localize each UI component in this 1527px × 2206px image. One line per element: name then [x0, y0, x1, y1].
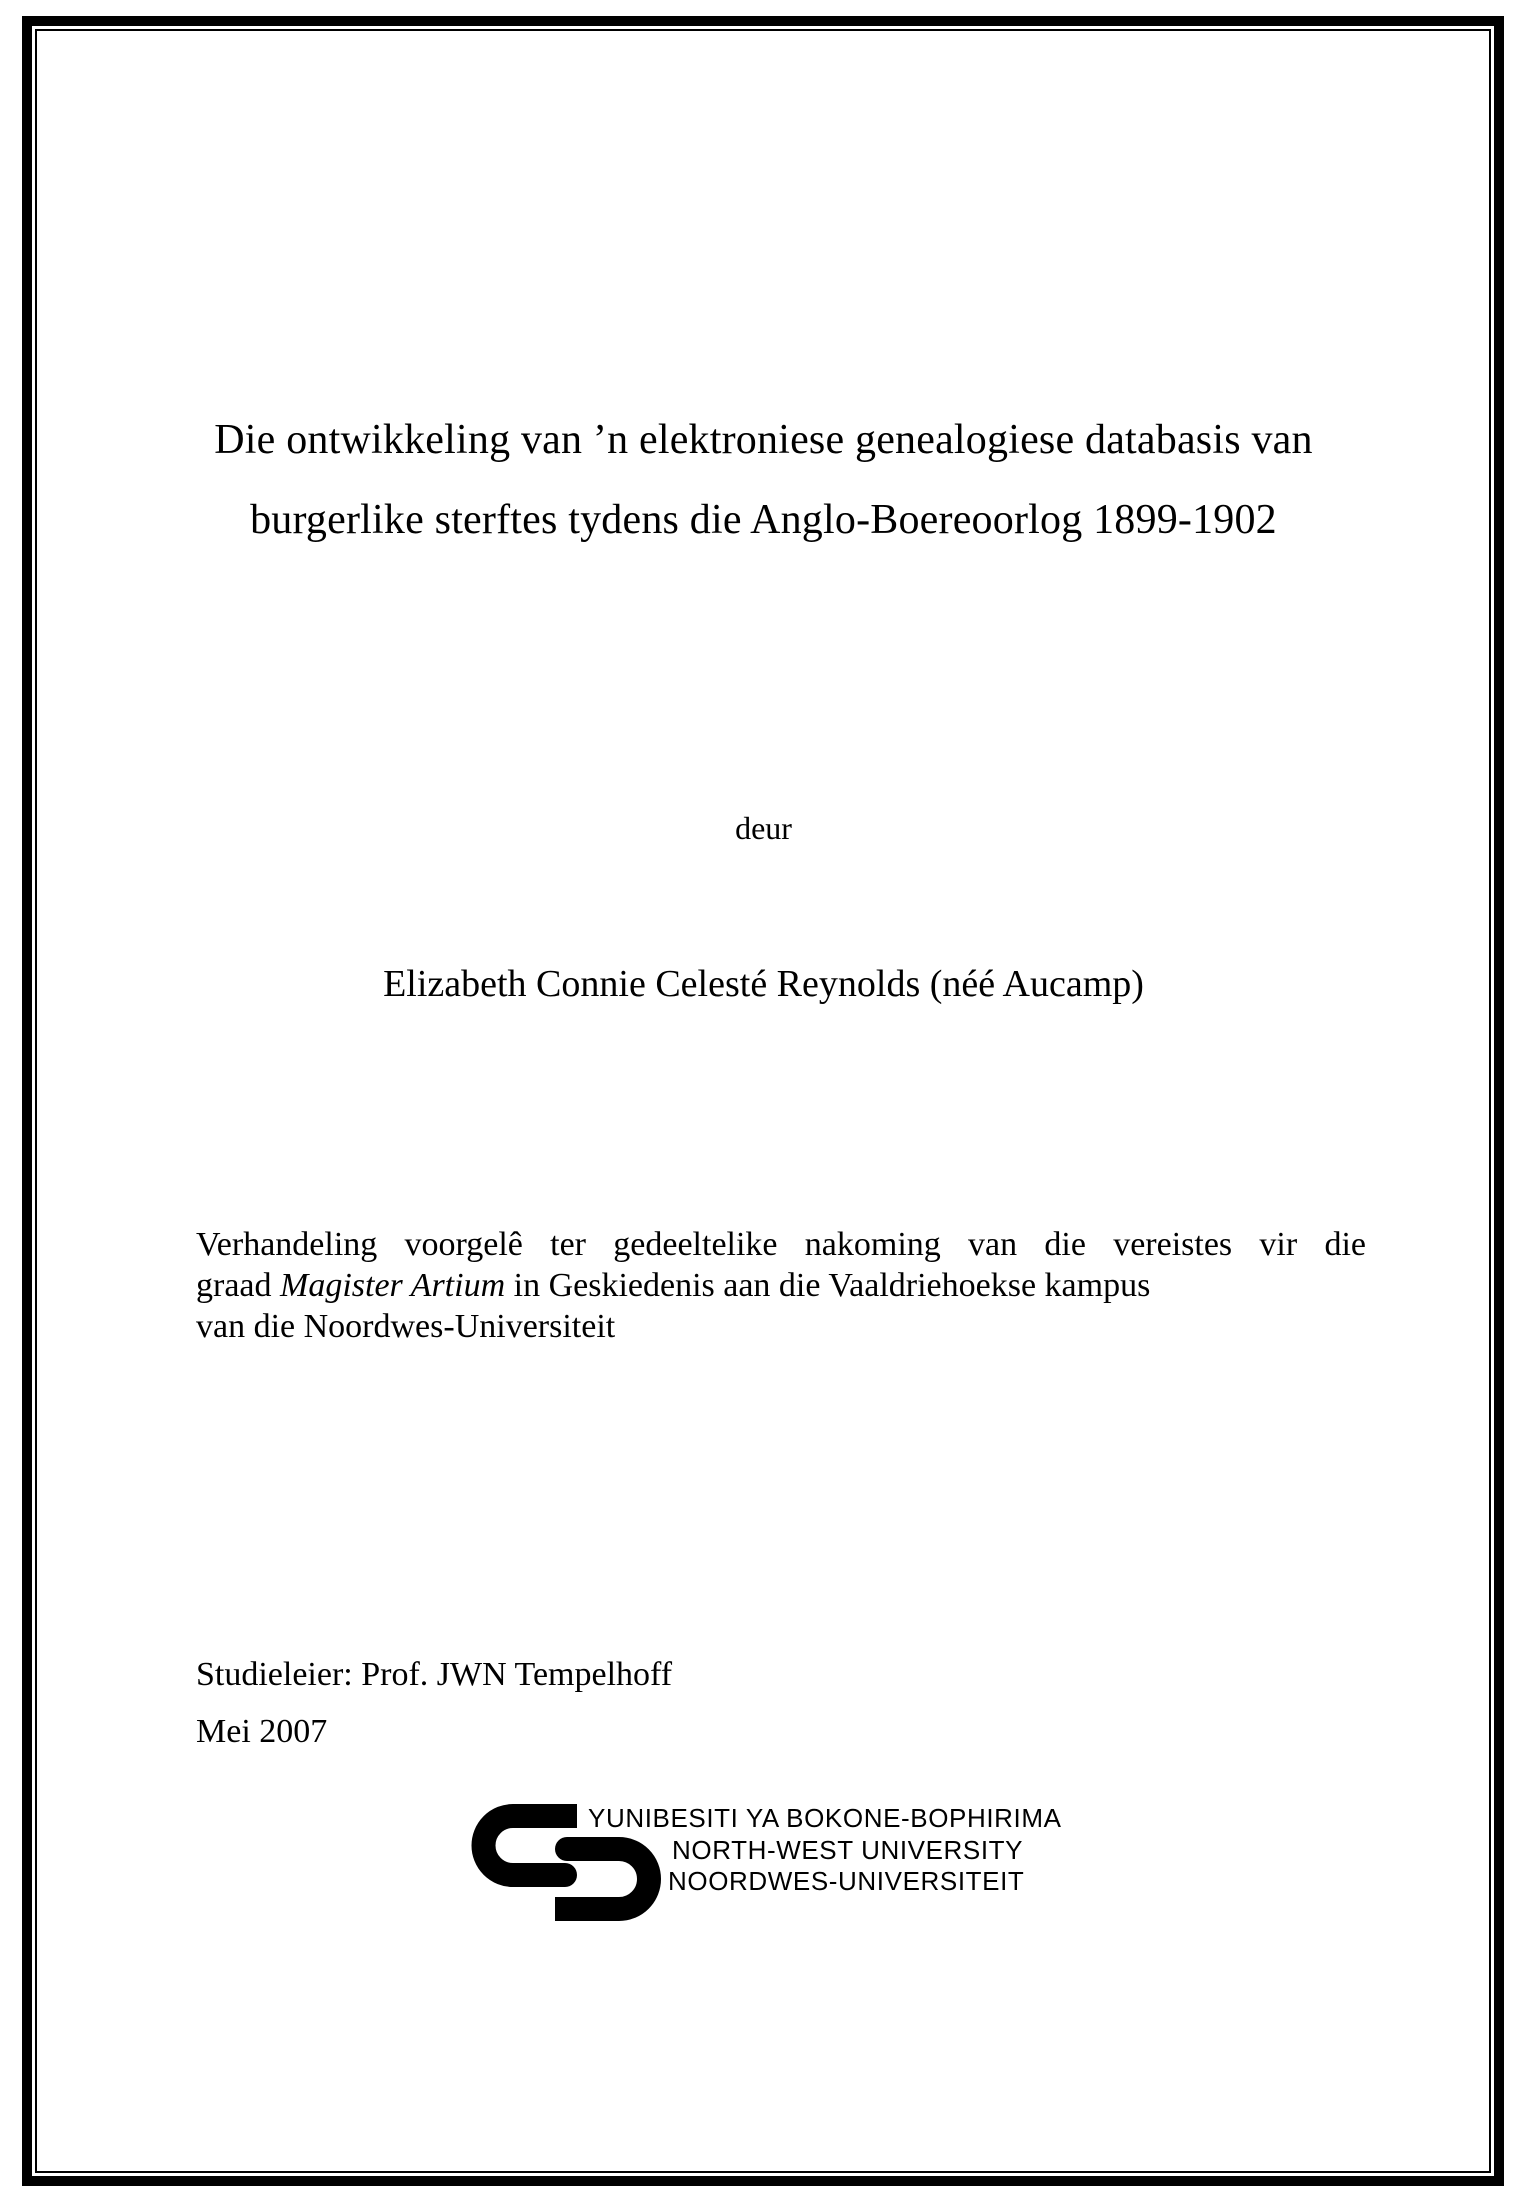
page-border-frame [22, 16, 1504, 2186]
supervisor-block [196, 1646, 672, 1760]
degree-statement-line-1: Verhandeling voorgelê ter gedeeltelike nakoming van die vereistes vir die [196, 1226, 1366, 1263]
logo-text-english: NORTH-WEST UNIVERSITY [672, 1835, 1024, 1865]
degree-statement-line-2-prefix: graad [196, 1267, 272, 1304]
author-name: Elizabeth Connie Celesté Reynolds (néé Aucamp) [383, 963, 1144, 1005]
thesis-title [110, 400, 1417, 560]
logo-text-afrikaans: NOORDWES-UNIVERSITEIT [668, 1866, 1025, 1896]
degree-statement [196, 1224, 1366, 1347]
degree-statement-line-2-suffix: in Geskiedenis aan die Vaaldriehoekse kampus [513, 1267, 1151, 1304]
supervisor-line: Studieleier: Prof. JWN Tempelhoff [196, 1656, 673, 1693]
thesis-title-line-1: Die ontwikkeling van ’n elektroniese genealogiese databasis van [214, 417, 1313, 463]
logo-text-setswana: YUNIBESITI YA BOKONE-BOPHIRIMA [588, 1803, 1062, 1833]
byline-deur: deur [735, 810, 792, 846]
date-line: Mei 2007 [196, 1713, 328, 1750]
page-border-inner-line [35, 29, 1491, 2173]
thesis-title-line-2: burgerlike sterftes tydens die Anglo-Boereoorlog 1899-1902 [250, 497, 1277, 543]
degree-statement-line-2 [196, 1265, 1366, 1306]
degree-statement-line-3: van die Noordwes-Universiteit [196, 1308, 616, 1345]
degree-name-italic: Magister Artium [280, 1267, 506, 1304]
